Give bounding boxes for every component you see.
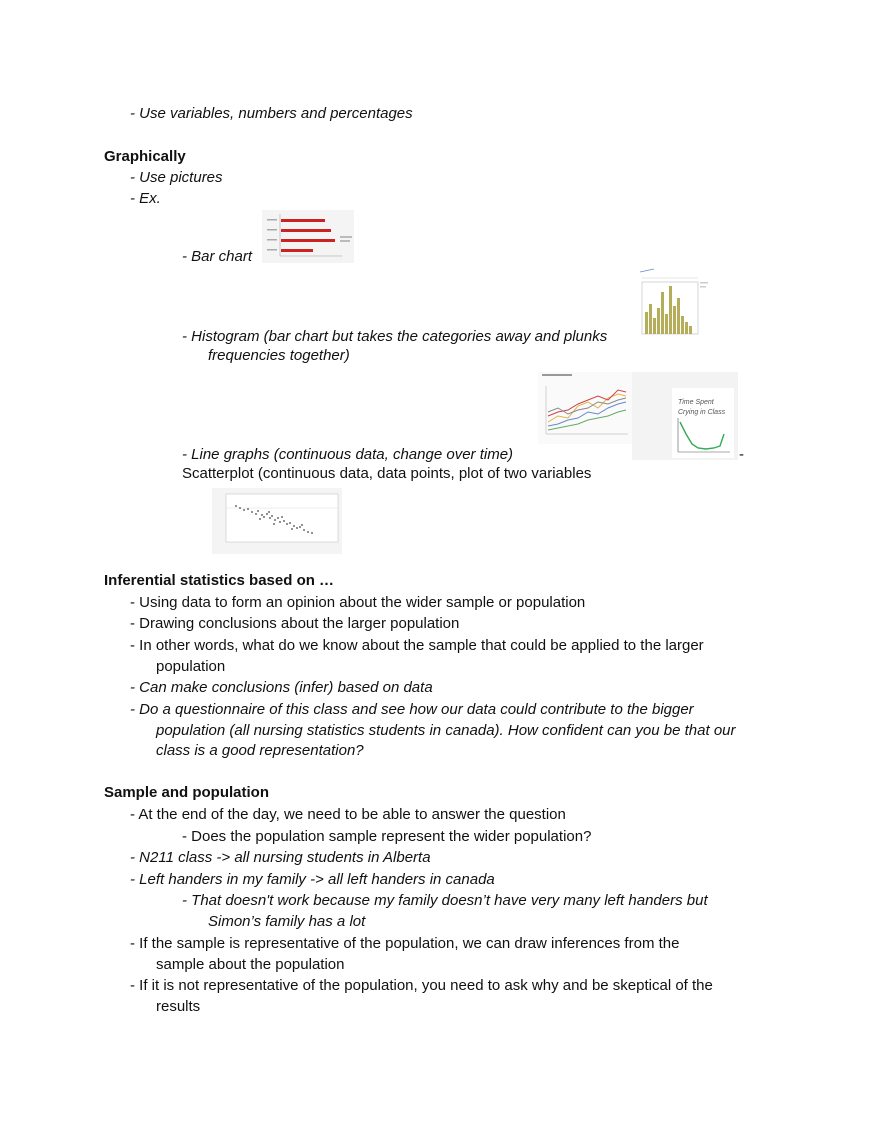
scatterplot-image: [212, 488, 342, 554]
list-item: - Can make conclusions (infer) based on data: [130, 679, 433, 696]
sub-list-item: - That doesn't work because my family doesn’t have very many left handers but: [182, 892, 708, 909]
list-item: - Ex.: [130, 190, 161, 207]
example-histogram-label-cont: frequencies together): [208, 347, 350, 364]
list-item: - Left handers in my family -> all left handers in canada: [130, 871, 495, 888]
list-item: - If it is not representative of the population, you need to ask why and be skeptical of the: [130, 977, 713, 994]
list-item-cont: sample about the population: [156, 956, 345, 973]
section-heading-graphically: Graphically: [104, 148, 186, 165]
list-item: - Do a questionnaire of this class and see how our data could contribute to the bigger: [130, 701, 694, 718]
example-bar-chart-label: - Bar chart: [182, 248, 253, 265]
list-item-cont: population: [156, 658, 226, 675]
example-scatterplot-label: Scatterplot (continuous data, data points, plot of two variables: [182, 465, 592, 482]
list-item: - Using data to form an opinion about the wider sample or population: [130, 594, 586, 611]
svg-text:Time Spent: Time Spent: [678, 399, 714, 406]
line-graph-image: [538, 372, 632, 444]
sub-list-item: - Does the population sample represent the wider population?: [182, 828, 592, 845]
list-item: - At the end of the day, we need to be able to answer the question: [130, 806, 566, 823]
sub-list-item-cont: Simon’s family has a lot: [208, 913, 366, 930]
handdrawn-line-graph-image: [632, 372, 738, 460]
list-item: - Use pictures: [130, 169, 223, 186]
list-item: - Use variables, numbers and percentages: [130, 105, 413, 122]
example-histogram-label: - Histogram (bar chart but takes the categories away and plunks: [182, 328, 608, 345]
list-item-cont: population (all nursing statistics students in canada). How confident can you be that our: [156, 722, 736, 739]
histogram-image: [632, 268, 710, 343]
list-item: - If the sample is representative of the population, we can draw inferences from the: [130, 935, 680, 952]
list-item: - Drawing conclusions about the larger population: [130, 615, 460, 632]
list-item-cont: results: [156, 998, 201, 1015]
list-item: - N211 class -> all nursing students in Alberta: [130, 849, 431, 866]
list-item-cont: class is a good representation?: [156, 742, 364, 759]
list-item: - In other words, what do we know about the sample that could be applied to the larger: [130, 637, 704, 654]
bar-chart-image: [262, 210, 354, 263]
svg-text:Crying in Class: Crying in Class: [678, 409, 726, 416]
section-heading-inferential: Inferential statistics based on …: [104, 572, 335, 589]
section-heading-sample: Sample and population: [104, 784, 270, 801]
dash-separator: -: [739, 446, 744, 463]
example-line-graphs-label: - Line graphs (continuous data, change over time): [182, 446, 514, 463]
